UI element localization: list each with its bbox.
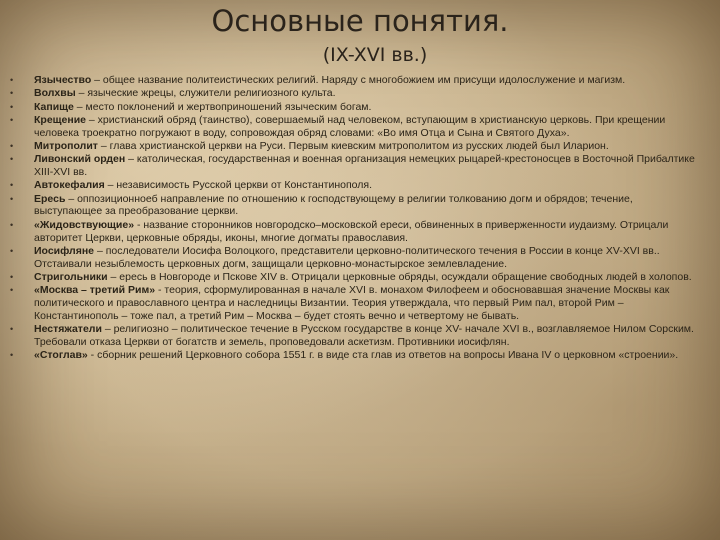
definition: – языческие жрецы, служители религиозного культа. <box>75 87 336 100</box>
page-title: Основные понятия. <box>211 4 509 38</box>
bullet-icon: • <box>10 101 14 112</box>
list-item <box>10 87 700 100</box>
term: Крещение <box>34 113 86 126</box>
definition: – католическая, государственная и военная организация немецких рыцарей-крестоносцев в Восточной Прибалтике XIII-XVI вв. <box>34 153 695 179</box>
bullet-icon: • <box>10 193 14 204</box>
definition: – общее название политеистических религий. Наряду с многобожием им присущи идолослужение и магизм. <box>91 74 626 86</box>
definition: – христианский обряд (таинство), совершаемый над человеком, вступающим в христианскую церковь. При крещении человека троекратно погружают в воду, сопровождая обряд словами: «Во имя Отца и Сына и Святого Духа». <box>34 113 666 139</box>
bullet-icon: • <box>10 114 14 125</box>
term: Нестяжатели <box>34 323 102 336</box>
bullet-icon: • <box>10 180 14 191</box>
terms-list <box>10 74 700 363</box>
bullet-icon: • <box>10 75 14 85</box>
term: Автокефалия <box>34 179 105 192</box>
list-item <box>10 140 700 153</box>
list-item <box>10 284 700 322</box>
bullet-icon: • <box>10 219 14 230</box>
term: Стригольники <box>34 270 108 283</box>
bullet-icon: • <box>10 350 14 361</box>
list-item <box>10 245 700 271</box>
term: Язычество <box>34 74 92 86</box>
bullet-icon: • <box>10 154 14 165</box>
term: «Жидовствующие» <box>34 218 135 231</box>
definition: - теория, сформулированная в начале XVI в. монахом Филофеем и обосновавшая значение Москвы как политического и православного центра и наследницы Византии. Теория утверждала, что первый Рим пал, второй Рим – Константинополь – тоже пал, а третий Рим – Москва – будет стоять вечно и четвертому не бывать. <box>34 284 670 322</box>
definition: - название сторонников новгородско–московской ереси, обвиненных в приверженности иудаизму. Отрицали авторитет Церкви, церковные обряды, иконы, многие догматы православия. <box>34 218 669 244</box>
term: Митрополит <box>34 139 98 152</box>
definition: – глава христианской церкви на Руси. Первым киевским митрополитом из русских людей был Иларион. <box>97 139 609 152</box>
term: «Стоглав» <box>34 349 88 362</box>
term: Волхвы <box>34 87 76 100</box>
list-item <box>10 114 700 140</box>
list-item <box>10 323 700 349</box>
definition: – религиозно – политическое течение в Русском государстве в конце XV- начале XVI в., возглавляемое Нилом Сорским. Требовали отказа Церкви от богатств и земель, проповедовали аскетизм. Противники иосифлян. <box>34 323 694 348</box>
bullet-icon: • <box>10 245 14 256</box>
term: Ливонский орден <box>34 153 126 166</box>
definition: - сборник решений Церковного собора 1551 г. в виде ста глав из ответов на вопросы Ивана IV о церковном «строении». <box>87 349 679 362</box>
bullet-icon: • <box>10 140 14 151</box>
list-item <box>10 179 700 192</box>
definition: – оппозиционноеб направление по отношению к господствующему в религии толкованию догм и обрядов; течение, выступающее за преобразование церкви. <box>34 192 633 218</box>
list-item <box>10 349 700 362</box>
bullet-icon: • <box>10 324 14 335</box>
page-subtitle: (IX-XVI вв.) <box>322 44 428 66</box>
bullet-icon: • <box>10 88 14 99</box>
term: Капище <box>34 100 74 113</box>
term: Иосифляне <box>34 244 95 257</box>
list-item <box>10 271 700 284</box>
definition: – последователи Иосифа Волоцкого, представители церковно-политического течения в России в конце XV-XVI вв.. Отстаивали незыблемость церковных догм, защищали церковно-монастырское землевладение. <box>34 244 660 270</box>
definition: – место поклонений и жертвоприношений языческим богам. <box>73 100 372 113</box>
term: Ересь <box>34 192 66 205</box>
definition: – независимость Русской церкви от Константинополя. <box>104 179 373 192</box>
list-item <box>10 74 700 87</box>
definition: – ересь в Новгороде и Пскове XIV в. Отрицали церковные обряды, осуждали обращение свободных людей в холопов. <box>107 270 692 283</box>
list-item <box>10 101 700 114</box>
bullet-icon: • <box>10 285 14 296</box>
list-item <box>10 153 700 179</box>
term: «Москва – третий Рим» <box>34 284 156 297</box>
bullet-icon: • <box>10 271 14 282</box>
list-item <box>10 193 700 219</box>
list-item <box>10 219 700 245</box>
